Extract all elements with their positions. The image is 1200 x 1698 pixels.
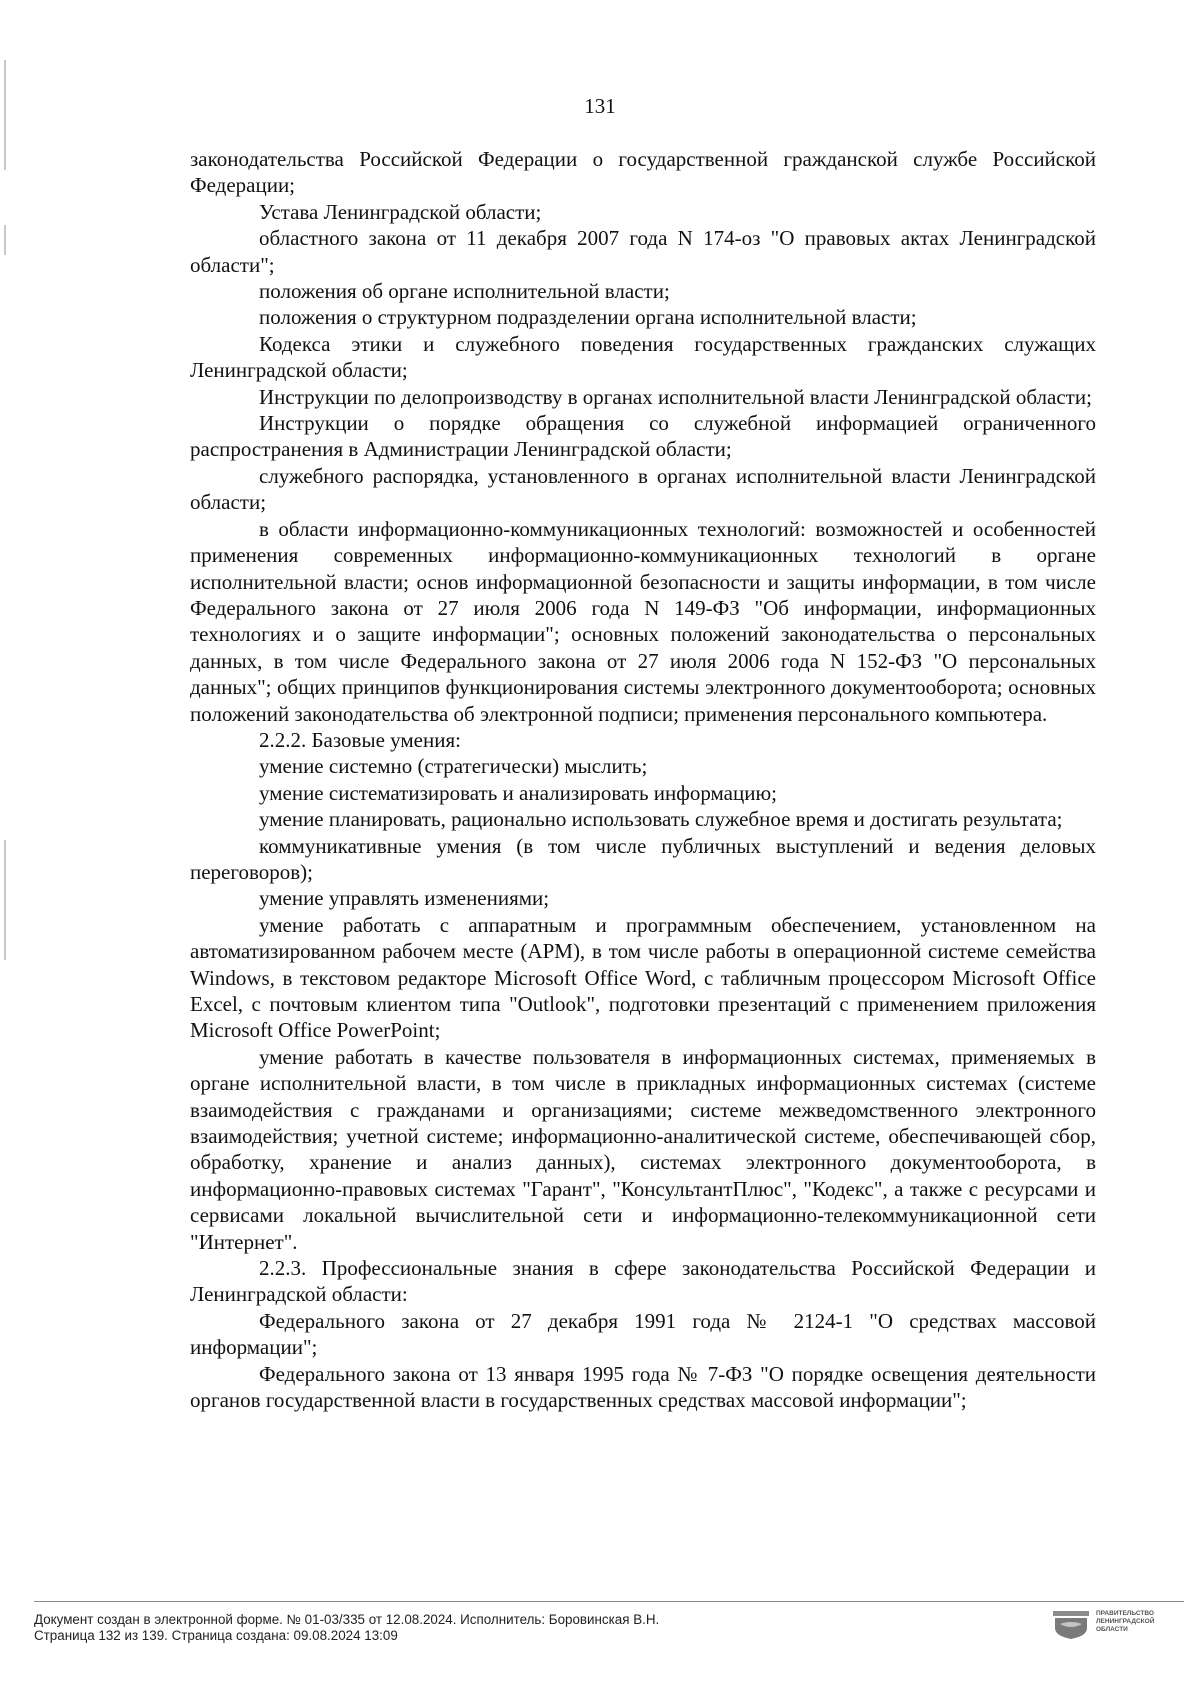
paragraph: законодательства Российской Федерации о государственной гражданской службе Российской Федерации; [190, 147, 1096, 198]
paragraph: Кодекса этики и служебного поведения государственных гражданских служащих Ленинградской области; [190, 331, 1096, 383]
paragraph: положения о структурном подразделении органа исполнительной власти; [259, 305, 917, 330]
paragraph: умение управлять изменениями; [259, 886, 550, 911]
logo-line: ЛЕНИНГРАДСКОЙ [1096, 1618, 1155, 1625]
document-footer [34, 1612, 659, 1644]
scan-margin-mark [4, 225, 6, 255]
paragraph: служебного распорядка, установленного в органах исполнительной власти Ленинградской области; [190, 463, 1096, 515]
footer-document-info: Документ создан в электронной форме. № 01-03/335 от 12.08.2024. Исполнитель: Боровинская В.Н. [34, 1612, 660, 1627]
paragraph: положения об органе исполнительной власти; [259, 279, 670, 304]
footer-divider [34, 1601, 1184, 1602]
section-heading-2-2-2: 2.2.2. Базовые умения: [259, 727, 461, 752]
government-logo [1052, 1610, 1154, 1640]
scan-margin-mark [4, 840, 6, 960]
logo-line: ПРАВИТЕЛЬСТВО [1096, 1610, 1154, 1617]
paragraph: коммуникативные умения (в том числе публичных выступлений и ведения деловых переговоров); [190, 833, 1096, 884]
document-body [190, 146, 1096, 1414]
paragraph: Федерального закона от 27 декабря 1991 года № 2124-1 "О средствах массовой информации"; [190, 1308, 1096, 1360]
paragraph: в области информационно-коммуникационных технологий: возможностей и особенностей применения современных информационно-коммуникационных технологий в органе исполнительной власти; основ информационной безопасности и защиты информации, в том числе Федерального закона от 27 июля 2006 года N 149-ФЗ "Об информации, информационных технологиях и о защите информации"; основных положений законодательства о персональных данных, в том числе Федерального закона от 27 июля 2006 года N 152-ФЗ "О персональных данных"; общих принципов функционирования системы электронного документооборота; основных положений законодательства об электронной подписи; применения персонального компьютера. [190, 516, 1096, 726]
paragraph: Инструкции о порядке обращения со служебной информацией ограниченного распространения в Администрации Ленинградской области; [190, 411, 1096, 462]
paragraph: умение работать в качестве пользователя в информационных системах, применяемых в органе исполнительной власти, в том числе в прикладных информационных системах (системе взаимодействия с гражданами и организациями; системе межведомственного электронного взаимодействия; учетной системе; информационно-аналитической системе, обеспечивающей сбор, обработку, хранение и анализ данных), системах электронного документооборота, в информационно-правовых системах "Гарант", "КонсультантПлюс", "Кодекс", а также с ресурсами и сервисами локальной вычислительной сети и информационно-телекоммуникационной сети "Интернет". [190, 1044, 1096, 1254]
paragraph: Устава Ленинградской области; [259, 199, 542, 224]
paragraph: умение работать с аппаратным и программным обеспечением, установленном на автоматизированном рабочем месте (АРМ), в том числе работы в операционной системе семейства Windows, в текстовом редакторе Microsoft Office Word, с табличным процессором Microsoft Office Excel, с почтовым клиентом типа "Outlook", подготовки презентаций с применением приложения Microsoft Office PowerPoint; [190, 912, 1096, 1043]
logo-caption [1096, 1610, 1154, 1634]
page-number: 131 [584, 94, 616, 118]
footer-page-info: Страница 132 из 139. Страница создана: 09.08.2024 13:09 [34, 1628, 398, 1643]
paragraph: Федерального закона от 13 января 1995 года № 7-ФЗ "О порядке освещения деятельности органов государственной власти в государственных средствах массовой информации"; [190, 1361, 1096, 1413]
paragraph: умение планировать, рационально использовать служебное время и достигать результата; [259, 807, 1063, 832]
paragraph: Инструкции по делопроизводству в органах исполнительной власти Ленинградской области; [259, 384, 1092, 409]
paragraph: умение систематизировать и анализировать информацию; [259, 780, 778, 805]
logo-line: ОБЛАСТИ [1096, 1626, 1128, 1633]
paragraph: умение системно (стратегически) мыслить; [259, 754, 648, 779]
paragraph: областного закона от 11 декабря 2007 года N 174-оз "О правовых актах Ленинградской области"; [190, 226, 1096, 277]
section-heading-2-2-3: 2.2.3. Профессиональные знания в сфере законодательства Российской Федерации и Ленинградской области: [190, 1256, 1096, 1307]
coat-of-arms-icon [1052, 1610, 1090, 1640]
